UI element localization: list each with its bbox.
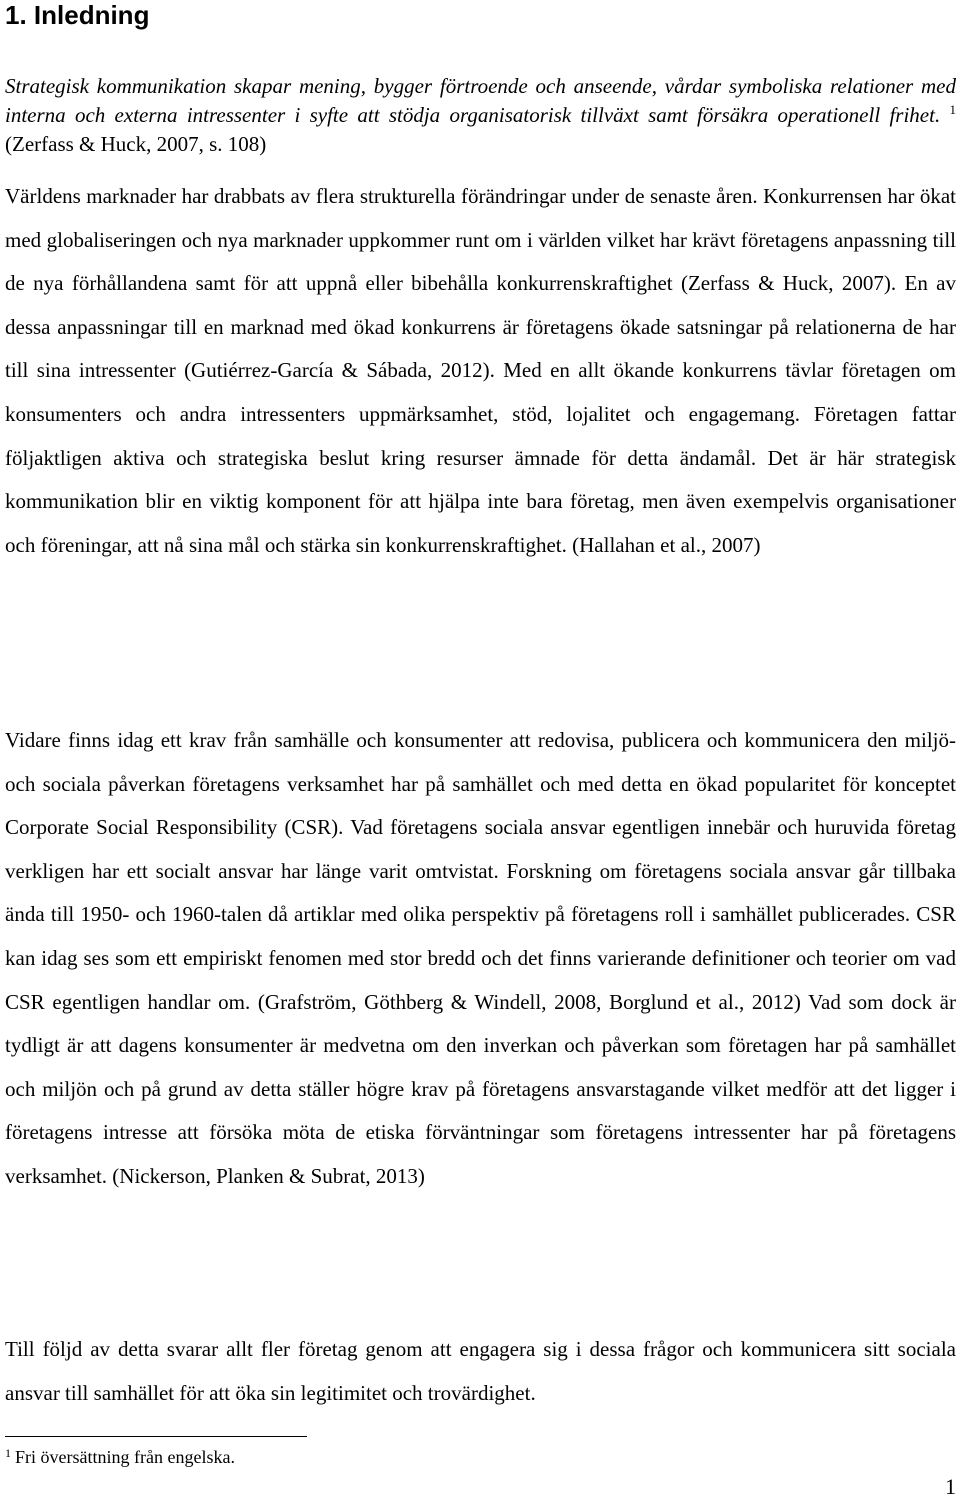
- footnote-reference: 1: [949, 102, 956, 117]
- footnote: [5, 1446, 235, 1468]
- paragraph-1: Världens marknader har drabbats av flera strukturella förändringar under de senaste åren. Konkurrensen har ökat med globaliseringen och nya marknader uppkommer runt om i världen vilket har krävt företagens anpassning till de nya förhållandena samt för att uppnå eller bibehålla konkurrenskraftighet (Zerfass & Huck, 2007). En av dessa anpassningar till en marknad med ökad konkurrens är företagens ökade satsningar på relationerna de har till sina intressenter (Gutiérrez-García & Sábada, 2012). Med en allt ökande konkurrens tävlar företagen om konsumenters och andra intressenters uppmärksamhet, stöd, lojalitet och engagemang. Företagen fattar följaktligen aktiva och strategiska beslut kring resurser ämnade för detta ändamål. Det är här strategisk kommunikation blir en viktig komponent för att hjälpa inte bara företag, men även exempelvis organisationer och föreningar, att nå sina mål och stärka sin konkurrenskraftighet. (Hallahan et al., 2007): [5, 184, 956, 557]
- quote-citation: (Zerfass & Huck, 2007, s. 108): [5, 132, 267, 156]
- footnote-divider: [5, 1436, 307, 1437]
- paragraph-2: Vidare finns idag ett krav från samhälle och konsumenter att redovisa, publicera och kommunicera den miljö- och sociala påverkan företagens verksamhet har på samhället och med detta en ökad popularitet för konceptet Corporate Social Responsibility (CSR). Vad företagens sociala ansvar egentligen innebär och huruvida företag verkligen har ett socialt ansvar har länge varit omtvistat. Forskning om företagens sociala ansvar går tillbaka ända till 1950- och 1960-talen då artiklar med olika perspektiv på företagens roll i samhället publicerades. CSR kan idag ses som ett empiriskt fenomen med stor bredd och det finns varierande definitioner och teorier om vad CSR egentligen handlar om. (Grafström, Göthberg & Windell, 2008, Borglund et al., 2012) Vad som dock är tydligt är att dagens konsumenter är medvetna om den inverkan och påverkan som företagen har på samhället och miljön och på grund av detta ställer högre krav på företagens ansvarstagande vilket medför att det ligger i företagens intresse att försöka möta de etiska förväntningar som företagens intressenter har på företagens verksamhet. (Nickerson, Planken & Subrat, 2013): [5, 728, 956, 1188]
- page-number: 1: [945, 1474, 956, 1499]
- footnote-text: Fri översättning från engelska.: [15, 1447, 235, 1467]
- quote-text: Strategisk kommunikation skapar mening, bygger förtroende och anseende, vårdar symboliska relationer med interna och externa intressenter i syfte att stödja organisatorisk tillväxt samt försäkra operationell frihet.: [5, 74, 956, 127]
- section-heading: 1. Inledning: [5, 0, 150, 30]
- document-page: [5, 0, 956, 1509]
- footnote-number: 1: [5, 1446, 11, 1460]
- paragraph-3: Till följd av detta svarar allt fler företag genom att engagera sig i dessa frågor och kommunicera sitt sociala ansvar till samhället för att öka sin legitimitet och trovärdighet.: [5, 1337, 956, 1405]
- intro-quote: [5, 72, 956, 159]
